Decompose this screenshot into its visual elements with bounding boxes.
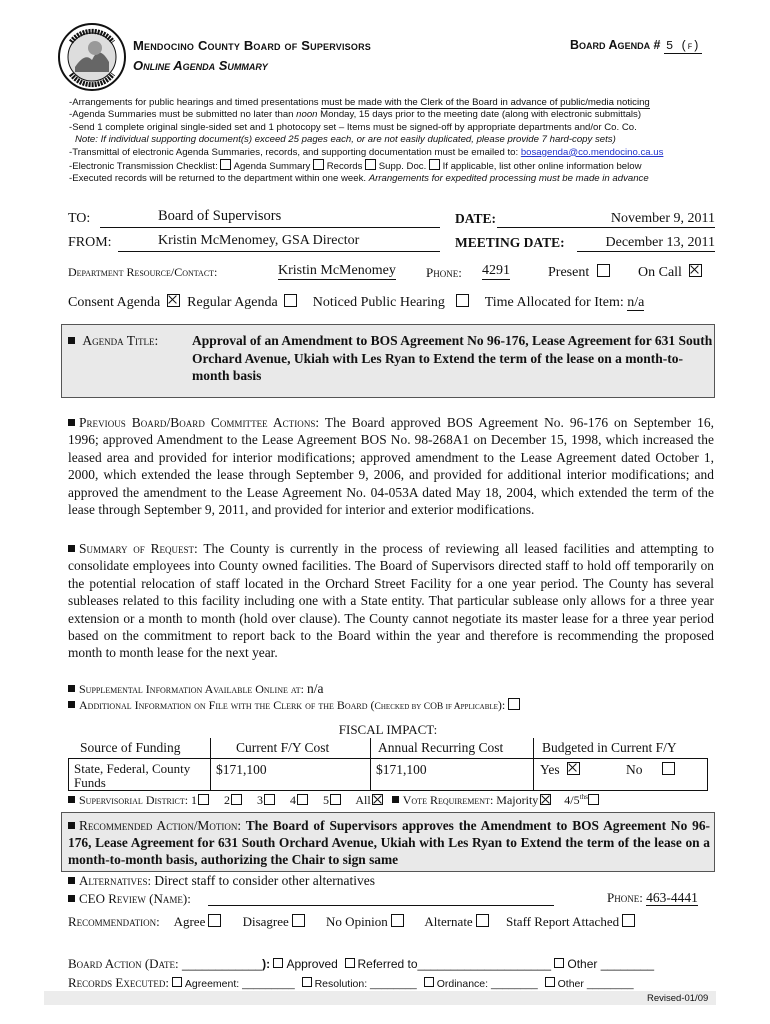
rec-alternate-checkbox[interactable] (476, 914, 489, 927)
alternatives-row: Alternatives: Direct staff to consider other alternatives (68, 873, 375, 889)
fiscal-annual-value[interactable]: $171,100 (376, 762, 427, 777)
to-label: TO: (68, 211, 91, 226)
consent-agenda-checkbox[interactable] (167, 294, 180, 307)
bullet-icon (68, 877, 75, 884)
agenda-number-value: 5 (f) (665, 39, 700, 53)
oncall-checkbox[interactable] (689, 264, 702, 277)
to-field[interactable]: Board of Supervisors (100, 209, 440, 228)
other-action-checkbox[interactable] (554, 958, 564, 968)
majority-checkbox[interactable] (540, 794, 551, 805)
noticed-hearing-checkbox[interactable] (456, 294, 469, 307)
supplemental-row: Supplemental Information Available Online at: n/a (68, 681, 324, 697)
agenda-title-text: Approval of an Amendment to BOS Agreement No 96-176, Lease Agreement for 631 South Orchard Avenue, Ukiah with Les Ryan to Extend the term of the lease on a month-to-month basis (192, 333, 713, 383)
ceo-phone: Phone: 463-4441 (607, 890, 698, 905)
rec-disagree-checkbox[interactable] (292, 914, 305, 927)
from-field[interactable]: Kristin McMenomey, GSA Director (118, 233, 440, 252)
referred-checkbox[interactable] (345, 958, 355, 968)
approved-checkbox[interactable] (273, 958, 283, 968)
instruction-line-3: -Send 1 complete original single-sided set and 1 photocopy set – Items must be signed-off by appropriate departments and/or Co. Co. (69, 121, 637, 133)
instruction-line-1: -Arrangements for public hearings and timed presentations must be made with the Clerk of the Board in advance of public/media noticing (69, 97, 650, 108)
bullet-icon (68, 895, 75, 902)
instruction-line-5: -Transmittal of electronic Agenda Summaries, records, and supporting documentation must be emailed to: bosagenda@co.mendocino.ca.us (69, 146, 664, 158)
date-label: DATE: (455, 211, 497, 226)
email-link[interactable]: bosagenda@co.mendocino.ca.us (520, 146, 664, 158)
fiscal-header-budgeted: Budgeted in Current F/Y (542, 740, 677, 755)
present-checkbox[interactable] (597, 264, 610, 277)
budgeted-no-checkbox[interactable] (662, 762, 675, 775)
dept-contact-label: Department Resource/Contact: (68, 265, 218, 279)
agenda-number-label: Board Agenda # 5 (f) (570, 38, 700, 53)
bullet-icon (68, 701, 75, 708)
checklist-records-checkbox[interactable] (313, 159, 324, 170)
ceo-name-field[interactable] (208, 890, 554, 906)
meeting-date-field[interactable]: December 13, 2011 (577, 233, 715, 252)
agenda-title-section: Agenda Title: (68, 332, 714, 350)
seal-icon (57, 22, 127, 92)
district-row: Supervisorial District: 1 2 3 4 5 All Vote Requirement: Majority $4/5^{ths}$ (68, 793, 599, 808)
agenda-type-row: Consent Agenda Regular Agenda Noticed Public Hearing Time Allocated for Item: n/a (68, 295, 645, 310)
fiscal-divider (707, 758, 708, 790)
district-all-checkbox[interactable] (372, 794, 383, 805)
fiscal-header-current: Current F/Y Cost (236, 740, 330, 755)
fiscal-source-value[interactable]: State, Federal, County Funds (74, 761, 191, 790)
dept-contact-field[interactable]: Kristin McMenomey (278, 263, 396, 278)
records-agreement-checkbox[interactable] (172, 977, 182, 987)
board-title: Mendocino County Board of Supervisors (133, 38, 371, 53)
bullet-icon (68, 796, 75, 803)
recommended-action-section: Recommended Action/Motion: The Board of Supervisors approves the Amendment to BOS Agreement No 96-176, Lease Agreement for 631 South Orchard Avenue, Ukiah with Les Ryan to Extend the term of the lease on a month-to-month basis, authorizing the Chair to sign same (68, 818, 711, 868)
bullet-icon (68, 545, 75, 552)
four-fifths-checkbox[interactable] (588, 794, 599, 805)
fiscal-divider (370, 738, 371, 790)
budgeted-yes-option: Yes (540, 762, 580, 778)
previous-actions-section: Previous Board/Board Committee Actions: The Board approved BOS Agreement No. 96-176 on September 16, 1996; approved Amendment to the Lease Agreement BOS No. 98-268A1 on December 15, 1998, which increased the leased area and provided for interior modifications; approved amendment to the Lease Agreement dated October 1, 2000, which extended the lease through September 9, 2006, and provided for additional interior modifications; and approved the amendment to the Lease Agreement No. 04-053A dated May 18, 2004, which extended the term of the lease through September 9, 2011, and provided for interior and exterior modifications. (68, 415, 714, 518)
rec-agree-checkbox[interactable] (208, 914, 221, 927)
phone-field[interactable]: 4291 (482, 263, 510, 278)
instructions-block (69, 97, 719, 186)
checklist-agenda-checkbox[interactable] (220, 159, 231, 170)
district-5-checkbox[interactable] (330, 794, 341, 805)
footer-bar (44, 991, 716, 1005)
records-resolution-checkbox[interactable] (302, 977, 312, 987)
revised-label: Revised-01/09 (647, 993, 709, 1004)
meeting-date-label: MEETING DATE: (455, 235, 565, 250)
regular-agenda-checkbox[interactable] (284, 294, 297, 307)
district-3-checkbox[interactable] (264, 794, 275, 805)
fiscal-divider (68, 790, 708, 791)
bullet-icon (68, 419, 75, 426)
fiscal-divider (533, 738, 534, 790)
district-1-checkbox[interactable] (198, 794, 209, 805)
instruction-line-2: -Agenda Summaries must be submitted no later than noon Monday, 15 days prior to the meeting date (along with electronic submittals) (69, 109, 642, 121)
recommendation-row: Recommendation: Agree Disagree No Opinion Alternate Staff Report Attached (68, 914, 635, 930)
records-other-checkbox[interactable] (545, 977, 555, 987)
present-option: Present (548, 264, 610, 281)
fiscal-impact-table (68, 722, 708, 790)
fiscal-header-source: Source of Funding (80, 740, 181, 755)
additional-info-checkbox[interactable] (508, 698, 520, 710)
fiscal-current-value[interactable]: $171,100 (216, 762, 267, 777)
oncall-option: On Call (638, 264, 702, 281)
bullet-icon (68, 337, 75, 344)
time-allocated-value[interactable]: n/a (627, 295, 645, 310)
from-label: FROM: (68, 235, 112, 250)
fiscal-divider (68, 758, 69, 790)
additional-info-row: Additional Information on File with the Clerk of the Board (Checked by COB if Applicable): (68, 698, 520, 713)
records-ordinance-checkbox[interactable] (424, 977, 434, 987)
bullet-icon (68, 822, 75, 829)
fiscal-header-annual: Annual Recurring Cost (378, 740, 504, 755)
bullet-icon (68, 685, 75, 692)
district-4-checkbox[interactable] (297, 794, 308, 805)
district-2-checkbox[interactable] (231, 794, 242, 805)
instruction-line-7: -Executed records will be returned to the department within one week. Arrangements for expedited processing must be made in advance (69, 173, 649, 185)
county-seal-logo (57, 22, 127, 92)
date-field[interactable]: November 9, 2011 (497, 209, 715, 228)
budgeted-no-option: No (626, 762, 675, 778)
rec-no-opinion-checkbox[interactable] (391, 914, 404, 927)
budgeted-yes-checkbox[interactable] (567, 762, 580, 775)
summary-title: Online Agenda Summary (133, 58, 268, 73)
ceo-phone-value[interactable]: 463-4441 (646, 890, 698, 905)
fiscal-divider (210, 738, 211, 790)
records-executed-row: Records Executed: Agreement: _________ Resolution: ________ Ordinance: ________ Other ________ (68, 975, 634, 990)
ceo-review-row: CEO Review (Name): (68, 891, 191, 907)
instruction-line-6: -Electronic Transmission Checklist: Agenda Summary Records Supp. Doc. If applicable, list other online information below (69, 161, 642, 173)
board-action-row: Board Action (Date: ____________): Approved Referred to____________________ Other ________ (68, 956, 655, 971)
phone-label: Phone: (426, 265, 462, 280)
summary-section: Summary of Request: The County is currently in the process of reviewing all leased facilities and attempting to consolidate employees into County owned facilities. The Board of Supervisors directed staff to hold off temporarily on the potential relocation of staff located in the Orchard Street Facility for a one year period. The County has several subleases related to this facility including one with a State entity. That particular sublease only allows for a three year extension or a month to month (hold over clause). The County cannot negotiate its master lease for a three year period based on the commitment to report back to the Board within the year and therefore is recommending the proposed month to month lease for the next year. (68, 541, 715, 661)
bullet-icon (392, 796, 399, 803)
checklist-other-checkbox[interactable] (429, 159, 440, 170)
instruction-line-4: Note: If individual supporting document(s) exceed 25 pages each, or are not easily duplicated, please provide 7 hard-copy sets) (75, 134, 616, 146)
fiscal-impact-title: FISCAL IMPACT: (338, 722, 438, 737)
rec-staff-report-checkbox[interactable] (622, 914, 635, 927)
supplemental-value[interactable]: n/a (307, 681, 324, 696)
checklist-supp-checkbox[interactable] (365, 159, 376, 170)
